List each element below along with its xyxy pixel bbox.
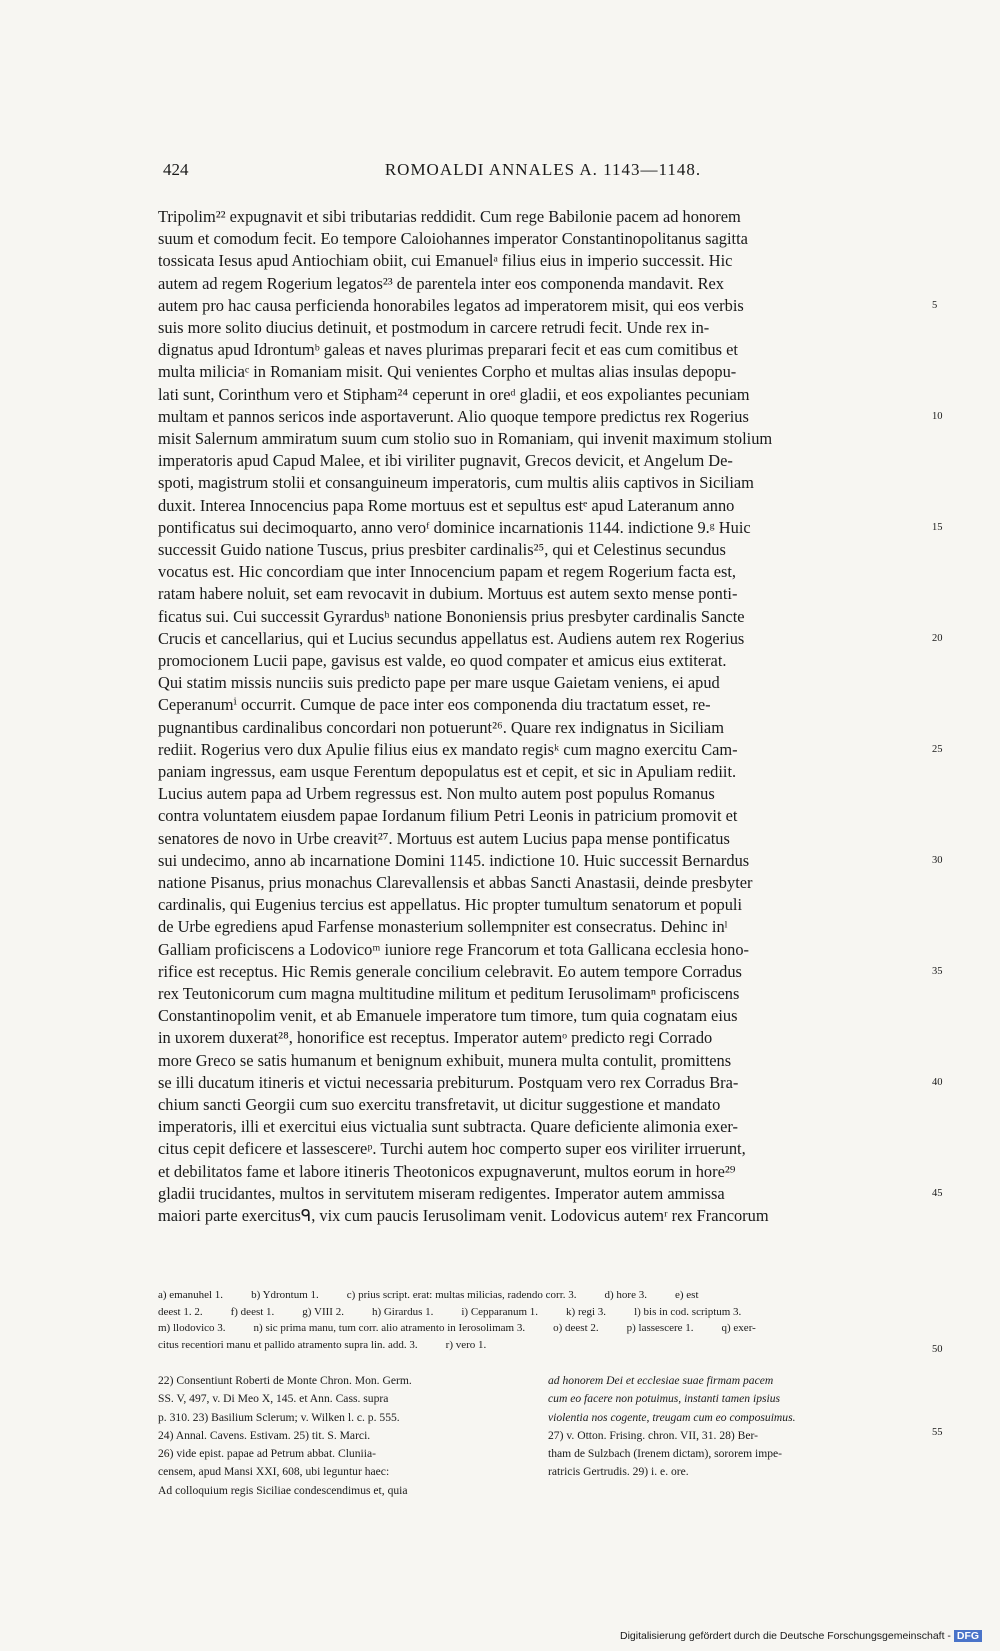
line-text: dignatus apud Idrontumᵇ galeas et naves plurimas preparari fecit et eas cum comitibus et xyxy=(158,340,738,360)
line-text: suum et comodum fecit. Eo tempore Caloiohannes imperator Constantinopolitanus sagitta xyxy=(158,229,748,249)
footnote-line: p. 310. 23) Basilium Sclerum; v. Wilken l. c. p. 555. xyxy=(158,1410,400,1424)
line-text: rex Teutonicorum cum magna multitudine militum et peditum Ierusolimamⁿ proficiscens xyxy=(158,984,740,1003)
footnote-line: 27) v. Otton. Frising. chron. VII, 31. 28) Ber- xyxy=(548,1428,759,1442)
digitization-credit xyxy=(620,1630,982,1642)
line-text: ratam habere noluit, set eam revocavit in dubium. Mortuus est autem sexto mense ponti- xyxy=(158,584,738,604)
footnote-line: censem, apud Mansi XXI, 608, ubi leguntur haec: xyxy=(158,1465,390,1479)
apparatus-entry: a) emanuhel 1. xyxy=(158,1289,224,1301)
line-text: et debilitatos fame et labore itineris Theotonicos expugnaverunt, multos eorum in hore²⁹ xyxy=(158,1161,736,1181)
footnote-line: tham de Sulzbach (Irenem dictam), sororem impe- xyxy=(548,1447,783,1461)
footnotes-left-column xyxy=(158,1372,530,1500)
footnote-line: violentia nos cogente, treugam cum eo composuimus. xyxy=(548,1410,796,1424)
running-title: ROMOALDI ANNALES A. 1143—1148. xyxy=(384,160,702,179)
line-text: pontificatus sui decimoquarto, anno veroᶠ dominice incarnationis 1144. indictione 9.ᵍ Huic xyxy=(158,517,751,537)
apparatus-line-number: 50 xyxy=(932,1344,943,1355)
apparatus-entry: g) VIII 2. xyxy=(302,1305,344,1318)
line-text: promocionem Lucii pape, gavisus est valde, eo quod compater et amicus eius extiterat. xyxy=(158,651,727,670)
apparatus-entry: d) hore 3. xyxy=(604,1289,647,1301)
footnotes-line-number: 55 xyxy=(932,1427,943,1438)
apparatus-entry: q) exer- xyxy=(721,1322,756,1334)
line-text: pugnantibus cardinalibus concordari non potuerunt²⁶. Quare rex indignatus in Siciliam xyxy=(158,717,724,737)
line-text: Qui statim missis nunciis suis predicto pape per mare usque Gaietam veniens, ei apud xyxy=(158,673,720,693)
line-number: 25 xyxy=(932,743,943,755)
line-number: 40 xyxy=(932,1076,943,1088)
line-text: misit Salernum ammiratum suum cum stolio suo in Romaniam, qui invenit maximum stolium xyxy=(158,429,773,448)
line-text: autem pro hac causa perficienda honorabiles legatos ad imperatorem misit, qui eos verbis xyxy=(158,295,744,315)
apparatus-entry: n) sic prima manu, tum corr. alio atramento in Ierosolimam 3. xyxy=(253,1322,526,1334)
line-number: 35 xyxy=(932,965,943,977)
apparatus-line xyxy=(158,1287,924,1304)
running-header xyxy=(163,160,923,188)
line-text: chium sancti Georgii cum suo exercitu transfretavit, ut dicitur suggestione et mandato xyxy=(158,1095,721,1114)
line-text: more Greco se satis humanum et benignum exhibuit, munera multa contulit, promittens xyxy=(158,1050,732,1070)
line-number: 20 xyxy=(932,632,943,644)
page-number: 424 xyxy=(163,160,189,179)
line-text: duxit. Interea Innocencius papa Rome mortuus est et sepultus estᵉ apud Lateranum anno xyxy=(158,495,735,515)
apparatus-entry: citus recentiori manu et pallido atramento supra lin. add. 3. xyxy=(158,1338,418,1351)
line-text: cardinalis, qui Eugenius tercius est appellatus. Hic propter tumultum senatorum et populi xyxy=(158,895,743,915)
line-number: 10 xyxy=(932,410,943,422)
line-text: Crucis et cancellarius, qui et Lucius secundus appellatus est. Audiens autem rex Rogerius xyxy=(158,628,745,648)
line-text: de Urbe egrediens apud Farfense monasterium sollempniter est consecratus. Dehinc inˡ xyxy=(158,917,728,937)
line-text: sui undecimo, anno ab incarnatione Domini 1145. indictione 10. Huic successit Bernardus xyxy=(158,850,750,870)
apparatus-entry: l) bis in cod. scriptum 3. xyxy=(634,1305,742,1318)
credit-text: Digitalisierung gefördert durch die Deutsche Forschungsgemeinschaft - xyxy=(620,1630,951,1642)
line-text: Tripolim²² expugnavit et sibi tributarias reddidit. Cum rege Babilonie pacem ad honorem xyxy=(158,207,741,226)
line-text: natione Pisanus, prius monachus Clarevallensis et abbas Sancti Anastasii, deinde presbyter xyxy=(158,873,753,892)
apparatus-entry: p) lassescere 1. xyxy=(626,1322,694,1334)
line-text: paniam ingressus, eam usque Ferentum depopulatus est et cepit, et sic in Apuliam rediit. xyxy=(158,762,737,781)
line-text: vocatus est. Hic concordiam que inter Innocencium papam et regem Rogerium facta est, xyxy=(158,562,737,582)
line-text: imperatoris, illi et exercitui eius victualia sunt subtracta. Quare deficiente alimonia exer- xyxy=(158,1117,738,1137)
apparatus-entry: o) deest 2. xyxy=(553,1322,599,1334)
line-text: multa miliciaᶜ in Romaniam misit. Qui venientes Corpho et multas alias insulas depopu- xyxy=(158,362,737,382)
line-number: 45 xyxy=(932,1187,943,1199)
line-text: suis more solito diucius detinuit, et postmodum in carcere retrudi fecit. Unde rex in- xyxy=(158,318,710,337)
line-text: spoti, magistrum stolii et consanguineum imperatoris, cum multis aliis captivos in Siciliam xyxy=(158,473,754,493)
footnote-line: ad honorem Dei et ecclesiae suae firmam pacem xyxy=(548,1374,774,1387)
critical-apparatus xyxy=(158,1287,924,1353)
footnote-line: 22) Consentiunt Roberti de Monte Chron. Mon. Germ. xyxy=(158,1374,412,1387)
apparatus-entry: b) Ydrontum 1. xyxy=(251,1289,319,1301)
line-text: Lucius autem papa ad Urbem regressus est. Non multo autem post populus Romanus xyxy=(158,784,715,804)
line-text: ficatus sui. Cui successit Gyrardusʰ natione Bononiensis prius presbyter cardinalis Sancte xyxy=(158,606,745,626)
apparatus-line xyxy=(158,1337,924,1354)
line-text: tossicata Iesus apud Antiochiam obiit, cui Emanuelᵃ filius eius in imperio successit. Hic xyxy=(158,251,733,271)
apparatus-entry: i) Cepparanum 1. xyxy=(461,1305,539,1318)
footnote-line: 26) vide epist. papae ad Petrum abbat. Cluniia- xyxy=(158,1447,376,1461)
footnote-line: Ad colloquium regis Siciliae condescendimus et, quia xyxy=(158,1483,408,1497)
line-text: contra voluntatem eiusdem papae Iordanum filium Petri Leonis in patricium promovit et xyxy=(158,806,738,826)
footnotes-right-column xyxy=(548,1372,920,1482)
line-number: 15 xyxy=(932,521,943,533)
apparatus-entry: deest 1. 2. xyxy=(158,1305,203,1318)
line-text: se illi ducatum itineris et victui necessaria prebiturum. Postquam vero rex Corradus Bra- xyxy=(158,1072,739,1092)
apparatus-entry: f) deest 1. xyxy=(230,1305,275,1318)
line-text: maiori parte exercitusᑫ, vix cum paucis Ierusolimam venit. Lodovicus autemʳ rex Francorum xyxy=(158,1206,769,1225)
line-text: lati sunt, Corinthum vero et Stipham²⁴ ceperunt in oreᵈ gladii, et eos expoliantes pecuniam xyxy=(158,384,750,404)
line-text: gladii trucidantes, multos in servitutem miseram redigentes. Imperator autem ammissa xyxy=(158,1183,725,1203)
apparatus-entry: e) est xyxy=(674,1289,699,1301)
footnote-line: ratricis Gertrudis. 29) i. e. ore. xyxy=(548,1465,689,1479)
line-text: Ceperanumⁱ occurrit. Cumque de pace inter eos componenda diu tractatum esset, re- xyxy=(158,695,711,715)
line-number: 5 xyxy=(932,299,938,311)
dfg-logo: DFG xyxy=(954,1630,982,1642)
apparatus-entry: c) prius script. erat: multas milicias, radendo corr. 3. xyxy=(346,1289,577,1301)
line-text: senatores de novo in Urbe creavit²⁷. Mortuus est autem Lucius papa mense pontificatus xyxy=(158,828,730,848)
apparatus-entry: r) vero 1. xyxy=(445,1338,487,1351)
apparatus-line xyxy=(158,1320,924,1337)
apparatus-entry: h) Girardus 1. xyxy=(371,1305,434,1318)
apparatus-entry: m) llodovico 3. xyxy=(158,1322,226,1334)
line-text: Galliam proficiscens a Lodovicoᵐ iuniore rege Francorum et tota Gallicana ecclesia hono- xyxy=(158,939,750,959)
line-text: imperatoris apud Capud Malee, et ibi viriliter pugnavit, Grecos devicit, et Angelum De- xyxy=(158,451,733,471)
line-text: multam et pannos sericos inde asportaverunt. Alio quoque tempore predictus rex Rogerius xyxy=(158,406,749,426)
line-text: rediit. Rogerius vero dux Apulie filius eius ex mandato regisᵏ cum magno exercitu Cam- xyxy=(158,739,738,759)
footnote-line: 24) Annal. Cavens. Estivam. 25) tit. S. Marci. xyxy=(158,1428,371,1442)
footnote-line: SS. V, 497, v. Di Meo X, 145. et Ann. Cass. supra xyxy=(158,1392,389,1406)
line-text: Constantinopolim venit, et ab Emanuele imperatore tum timore, tum quia cognatam eius xyxy=(158,1006,738,1026)
apparatus-entry: k) regi 3. xyxy=(566,1305,607,1318)
line-number: 30 xyxy=(932,854,943,866)
line-text: successit Guido natione Tuscus, prius presbiter cardinalis²⁵, qui et Celestinus secundus xyxy=(158,540,726,559)
line-text: autem ad regem Rogerium legatos²³ de parentela inter eos componenda mandavit. Rex xyxy=(158,273,725,293)
line-text: rifice est receptus. Hic Remis generale concilium celebravit. Eo autem tempore Corradus xyxy=(158,961,742,981)
line-text: citus cepit deficere et lassescereᵖ. Turchi autem hoc comperto super eos viriliter irruerunt, xyxy=(158,1139,746,1159)
line-text: in uxorem duxerat²⁸, honorifice est receptus. Imperator autemᵒ predicto regi Corrado xyxy=(158,1028,713,1048)
footnote-line: cum eo facere non potuimus, instanti tamen ipsius xyxy=(548,1392,781,1406)
apparatus-line xyxy=(158,1304,924,1321)
